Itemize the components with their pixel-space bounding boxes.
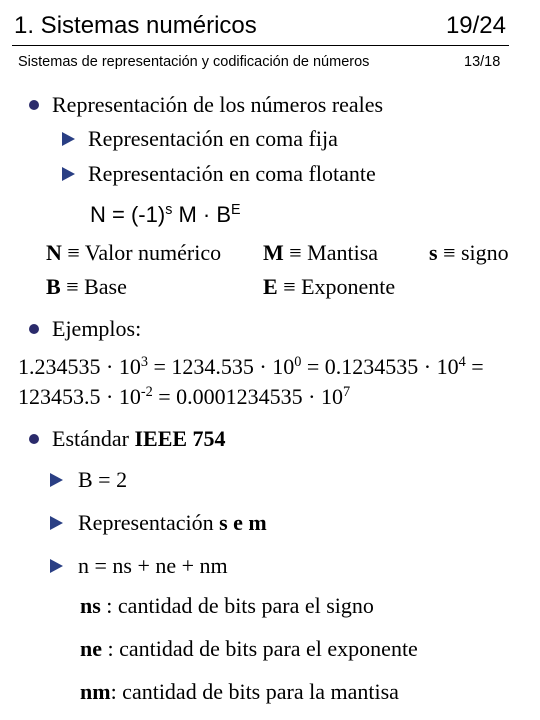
arrow-bullet-icon	[50, 473, 63, 487]
def-ns: ns : cantidad de bits para el signo	[80, 593, 374, 618]
section-heading-ieee754: Estándar IEEE 754	[52, 426, 226, 451]
arrow-bullet-icon	[62, 132, 75, 146]
page-counter: 19/24	[445, 12, 506, 39]
bullet-icon	[29, 434, 39, 444]
example-line-1: $1.234535 \cdot 10^3 = 1234.535 \cdot 10^0 = 0.1234535 \cdot 10^4$ =	[18, 354, 484, 379]
page-title: 1. Sistemas numéricos	[14, 12, 257, 39]
item-floating-point: Representación en coma flotante	[88, 161, 376, 186]
float-formula: $N = (-1)^s$ $M \cdot B^E$	[90, 202, 241, 227]
bullet-icon	[29, 324, 39, 334]
def-nm: nm: cantidad de bits para la mantisa	[80, 679, 399, 704]
item-representation-sem: Representación s e m	[78, 510, 267, 535]
page-subtitle: Sistemas de representación y codificación de números	[18, 54, 370, 70]
item-base: B = 2	[78, 467, 128, 492]
def-n: N ≡ Valor numérico	[46, 240, 222, 265]
def-e: E ≡ Exponente	[263, 274, 396, 299]
def-ne: ne : cantidad de bits para el exponente	[80, 636, 418, 661]
def-b: B ≡ Base	[46, 274, 127, 299]
arrow-bullet-icon	[50, 559, 63, 573]
def-s: s ≡ signo	[429, 240, 509, 265]
arrow-bullet-icon	[62, 167, 75, 181]
item-fixed-point: Representación en coma fija	[88, 126, 338, 151]
header-divider	[12, 45, 509, 46]
subpage-counter: 13/18	[464, 54, 501, 70]
example-line-2: $123453.5 \cdot 10^{-2} = 0.0001234535 \cdot 10^7$	[18, 384, 351, 409]
bullet-icon	[29, 100, 39, 110]
section-heading-representation: Representación de los números reales	[52, 92, 384, 117]
section-heading-examples: Ejemplos:	[52, 316, 142, 341]
def-m: M ≡ Mantisa	[263, 240, 379, 265]
item-bit-sum: n = ns + ne + nm	[78, 553, 228, 578]
arrow-bullet-icon	[50, 516, 63, 530]
